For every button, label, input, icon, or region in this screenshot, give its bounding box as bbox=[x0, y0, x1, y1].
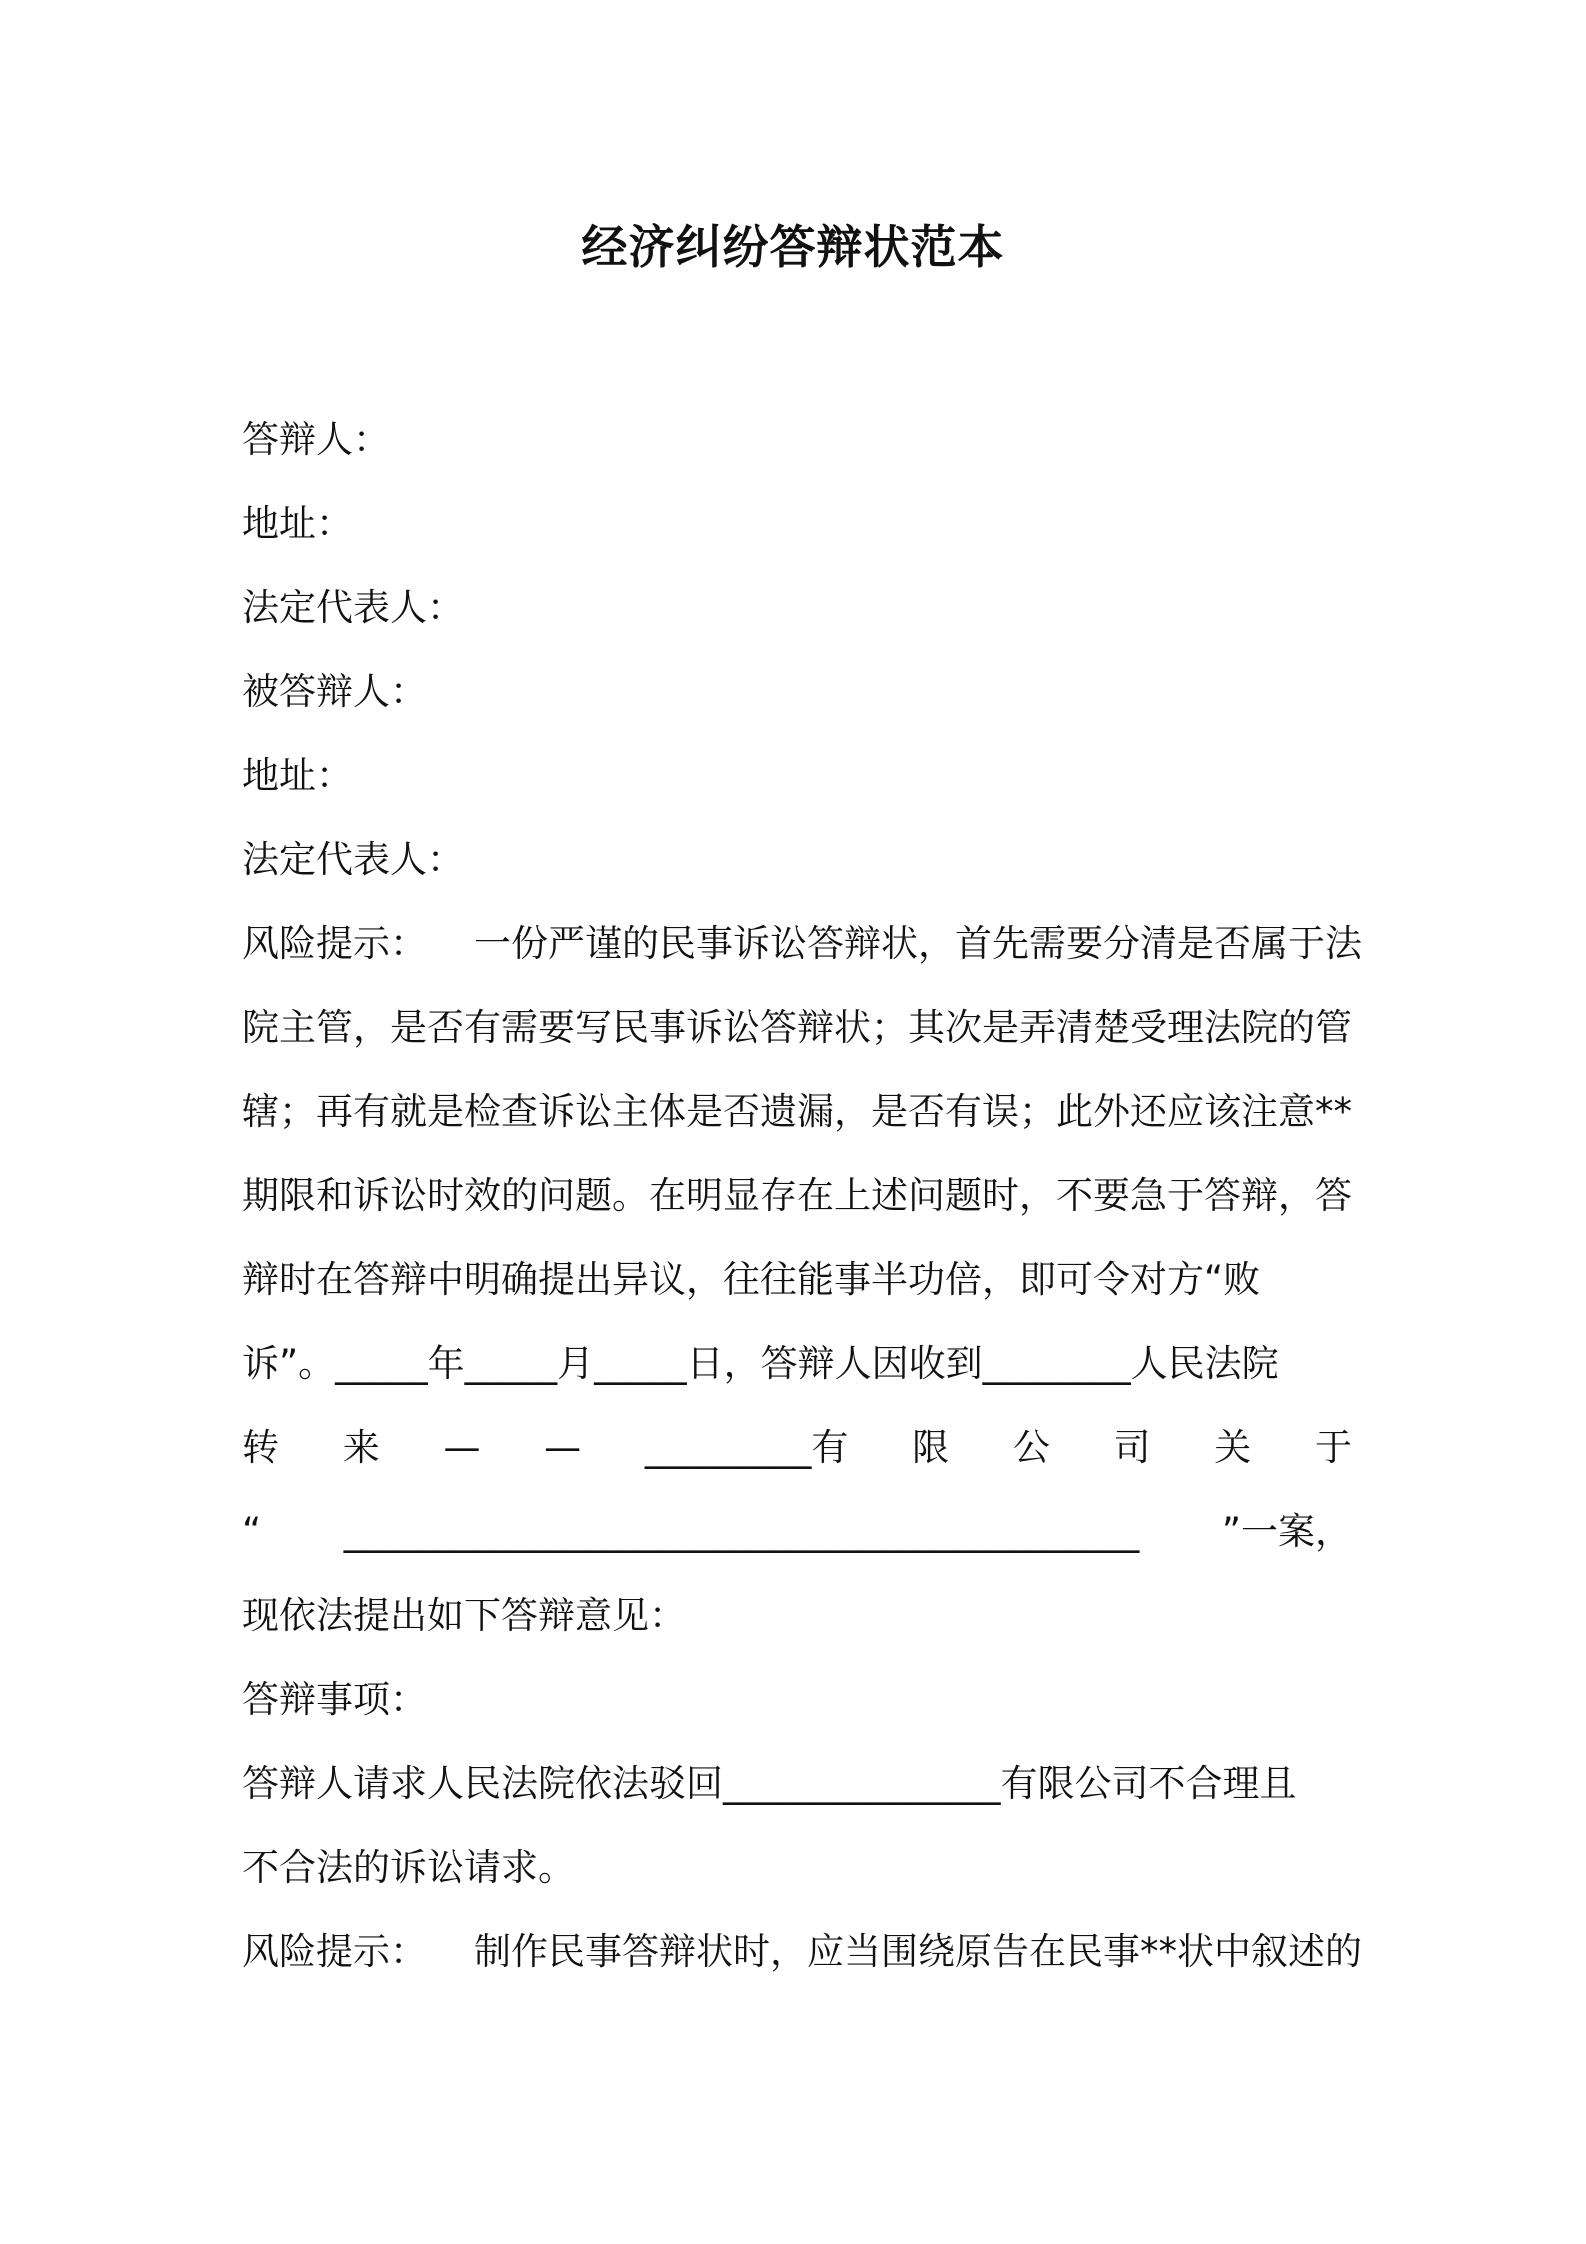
respondent-representative-label: 法定代表人： bbox=[242, 586, 464, 629]
defendant-representative-label: 法定代表人： bbox=[242, 838, 464, 881]
risk-tip-1-line-5: 辩时在答辩中明确提出异议，往往能事半功倍，即可令对方“败 bbox=[242, 1258, 1261, 1301]
risk-tip-1-line-1: 风险提示： 一份严谨的民事诉讼答辩状，首先需要分清是否属于法 bbox=[242, 922, 1363, 965]
risk-tip-1-line-3: 辖；再有就是检查诉讼主体是否遗漏，是否有误；此外还应该注意** bbox=[242, 1090, 1352, 1133]
transfer-word: — bbox=[544, 1426, 582, 1469]
respondent-label: 答辩人： bbox=[242, 418, 390, 461]
request-line-1: 答辩人请求人民法院依法驳回_______________有限公司不合理且 bbox=[242, 1762, 1297, 1805]
case-name-line bbox=[242, 1506, 1352, 1558]
date-receipt-line: 诉”。_____年_____月_____日，答辩人因收到________人民法院 bbox=[242, 1342, 1279, 1385]
transfer-word: 关 bbox=[1214, 1426, 1252, 1469]
matters-heading: 答辩事项： bbox=[242, 1678, 427, 1721]
risk-tip-1-line-4: 期限和诉讼时效的问题。在明显存在上述问题时，不要急于答辩，答 bbox=[242, 1174, 1352, 1217]
respondent-address-label: 地址： bbox=[242, 502, 353, 545]
case-name-blank: ___________________________________________ bbox=[343, 1510, 1140, 1553]
transfer-word: 转 bbox=[242, 1426, 279, 1469]
open-quote: “ bbox=[242, 1510, 262, 1553]
defendant-address-label: 地址： bbox=[242, 754, 353, 797]
risk-tip-2-line-1: 风险提示： 制作民事答辩状时，应当围绕原告在民事**状中叙述的 bbox=[242, 1930, 1363, 1973]
risk-tip-1-line-2: 院主管，是否有需要写民事诉讼答辩状；其次是弄清楚受理法院的管 bbox=[242, 1006, 1352, 1049]
opinion-intro: 现依法提出如下答辩意见： bbox=[242, 1594, 686, 1637]
request-line-2: 不合法的诉讼请求。 bbox=[242, 1846, 575, 1889]
transfer-line bbox=[242, 1422, 1352, 1474]
transfer-word: 限 bbox=[912, 1426, 950, 1469]
defendant-label: 被答辩人： bbox=[242, 670, 427, 713]
document-title: 经济纠纷答辩状范本 bbox=[581, 220, 1005, 274]
case-suffix: ”一案， bbox=[1221, 1510, 1352, 1553]
transfer-word: — bbox=[443, 1426, 481, 1469]
transfer-word: 来 bbox=[342, 1426, 380, 1469]
transfer-word: 于 bbox=[1314, 1426, 1352, 1469]
company-blank: _________有 bbox=[644, 1426, 849, 1469]
transfer-word: 司 bbox=[1113, 1426, 1151, 1469]
transfer-word: 公 bbox=[1012, 1426, 1050, 1469]
